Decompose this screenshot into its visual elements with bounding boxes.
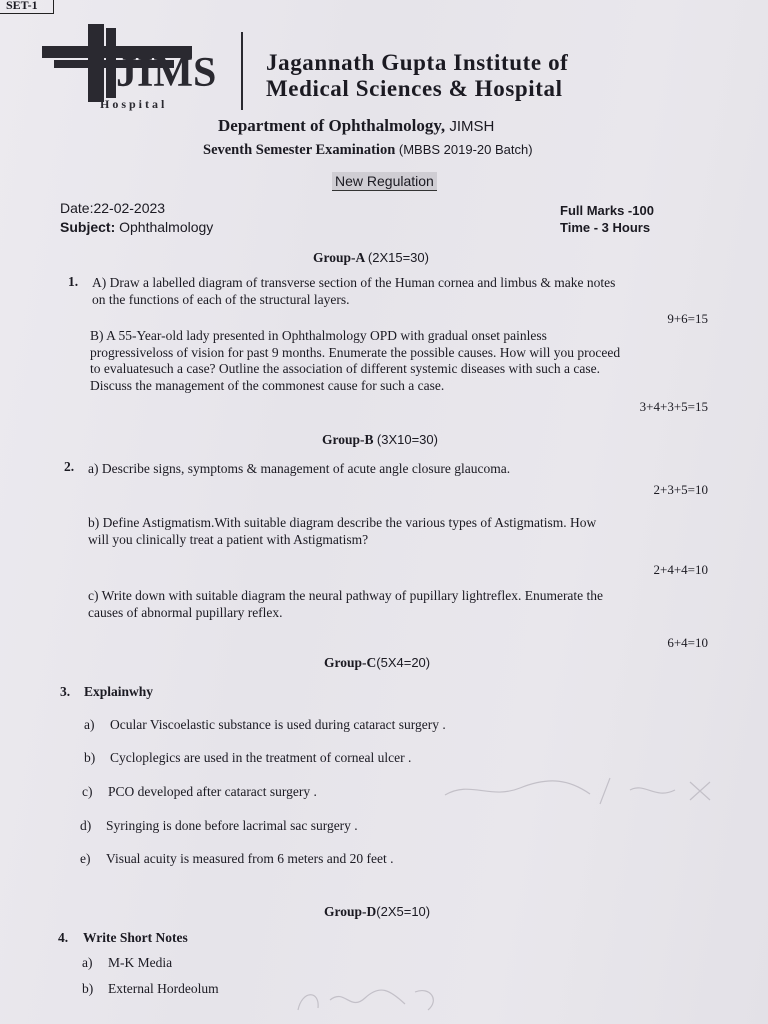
exam-meta-left [60, 199, 213, 237]
group-a-heading: Group-A (2X15=30) [313, 250, 429, 265]
q3-title: Explainwhy [84, 684, 154, 699]
q4-item: b) External Hordeolum [82, 981, 219, 996]
q3-item: a) Ocular Viscoelastic substance is used during cataract surgery . [84, 717, 446, 732]
q3-item: d) Syringing is done before lacrimal sac surgery . [80, 818, 358, 833]
q2-number: 2. [64, 459, 75, 474]
q2b-marks: 2+4+4=10 [653, 562, 708, 577]
jims-logo [38, 24, 248, 114]
exam-time: Time - 3 Hours [560, 220, 651, 235]
exam-title: Seventh Semester Examination (MBBS 2019-20 Batch) [203, 142, 533, 158]
q2a-text: a) Describe signs, symptoms & management of acute angle closure glaucoma. [88, 461, 511, 476]
q3-number: 3. [60, 684, 71, 699]
logo-sub: H o s p i t a l [100, 97, 165, 111]
group-b-heading: Group-B (3X10=30) [322, 432, 438, 447]
q1-number: 1. [68, 274, 79, 289]
q2b-text: b) Define Astigmatism.With suitable diagram describe the various types of Astigmatism. How will you clinically treat a patient with Astigmatism? [88, 515, 597, 547]
regulation-badge: New Regulation [332, 172, 437, 191]
logo-text: JIMS [116, 50, 217, 96]
q2a-marks: 2+3+5=10 [653, 482, 708, 497]
institute-name-line2: Medical Sciences & Hospital [266, 76, 563, 101]
department-title: Department of Ophthalmology, JIMSH [218, 116, 495, 135]
institute-name [266, 50, 568, 102]
q3-item: b) Cycloplegics are used in the treatment of corneal ulcer . [84, 750, 412, 765]
q2c-text: c) Write down with suitable diagram the neural pathway of pupillary lightreflex. Enumerate the causes of abnormal pupillary reflex. [88, 588, 604, 620]
q1a-marks: 9+6=15 [667, 311, 708, 326]
faint-handwriting-mark [290, 980, 450, 1020]
q1b-marks: 3+4+3+5=15 [639, 399, 708, 414]
q3-item: e) Visual acuity is measured from 6 meters and 20 feet . [80, 851, 394, 866]
exam-date: Date:22-02-2023 [60, 200, 166, 216]
faint-handwriting-mark [440, 770, 720, 810]
q4-item: a) M-K Media [82, 955, 173, 970]
group-d-heading: Group-D(2X5=10) [324, 904, 431, 919]
group-c-heading: Group-C(5X4=20) [324, 655, 431, 670]
exam-subject: Subject: Ophthalmology [60, 219, 214, 235]
set-label: SET-1 [0, 0, 54, 14]
q1a-text: A) Draw a labelled diagram of transverse section of the Human cornea and limbus & make notes on the functions of each of the structural layers. [92, 275, 616, 307]
q4-title: Write Short Notes [83, 930, 188, 945]
q4-number: 4. [58, 930, 69, 945]
q3-item: c) PCO developed after cataract surgery . [82, 784, 317, 799]
exam-meta-right [560, 202, 654, 236]
institute-name-line1: Jagannath Gupta Institute of [266, 50, 569, 75]
q2c-marks: 6+4=10 [667, 635, 708, 650]
full-marks: Full Marks -100 [560, 203, 654, 218]
q1b-text: B) A 55-Year-old lady presented in Ophthalmology OPD with gradual onset painless progressiveloss of vision for past 9 months. Enumerate the possible causes. How will you proceed to evaluatesuch a case? Outline the association of different systemic diseases with such a case. Discuss the management of the commonest cause for such a case. [90, 328, 621, 393]
